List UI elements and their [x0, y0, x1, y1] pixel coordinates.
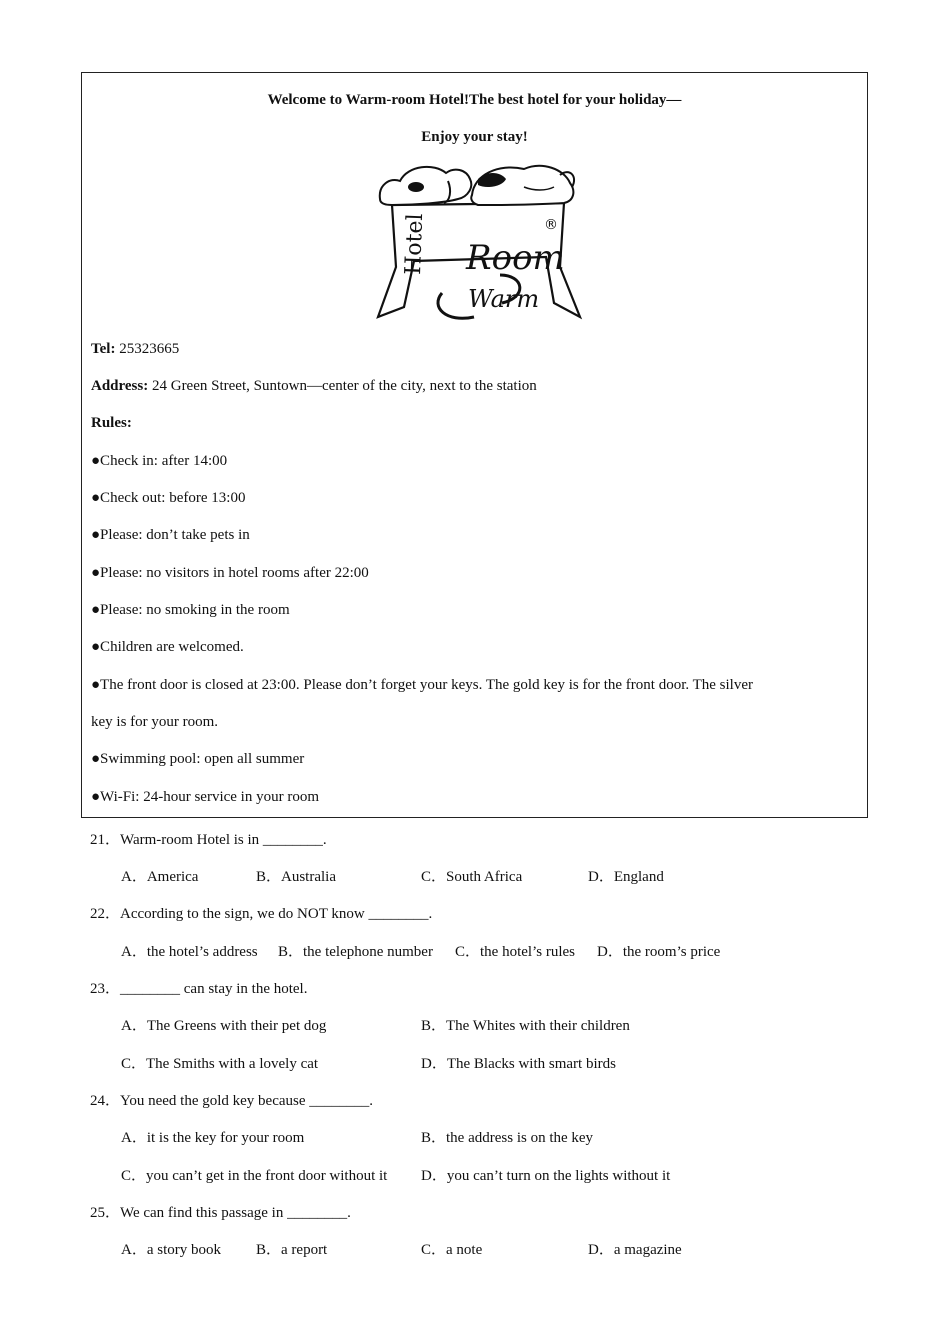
rule-item-continuation: key is for your room.: [91, 714, 219, 730]
question-22: 22．According to the sign, we do NOT know ________.: [90, 906, 433, 922]
rule-item: ●Check out: before 13:00: [91, 490, 246, 506]
q22-option-b[interactable]: B．the telephone number: [278, 944, 433, 960]
rule-item: ●The front door is closed at 23:00. Please don’t forget your keys. The gold key is for the front door. The silver: [91, 677, 753, 693]
q25-option-c[interactable]: C．a note: [421, 1242, 483, 1258]
q22-option-d[interactable]: D．the room’s price: [597, 944, 721, 960]
q25-option-b[interactable]: B．a report: [256, 1242, 328, 1258]
q25-option-a[interactable]: A．a story book: [121, 1242, 221, 1258]
tel-line: [91, 339, 179, 359]
q21-option-b[interactable]: B．Australia: [256, 869, 336, 885]
question-21: 21．Warm-room Hotel is in ________.: [90, 832, 327, 848]
logo-registered-mark: ®: [544, 217, 558, 233]
tel-value: 25323665: [119, 341, 180, 357]
question-24: 24．You need the gold key because ________.: [90, 1093, 374, 1109]
q21-option-c[interactable]: C．South Africa: [421, 869, 523, 885]
rule-item: ●Check in: after 14:00: [91, 453, 228, 469]
logo-text-room: Room: [466, 238, 565, 278]
tel-label: Tel:: [91, 341, 116, 357]
notice-subheading: Enjoy your stay!: [421, 129, 528, 145]
logo-text-warm: Warm: [468, 285, 540, 313]
question-23: 23．________ can stay in the hotel.: [90, 981, 308, 997]
q23-option-b[interactable]: B．The Whites with their children: [421, 1018, 630, 1034]
rule-item: ●Swimming pool: open all summer: [91, 751, 305, 767]
q23-option-c[interactable]: C．The Smiths with a lovely cat: [121, 1056, 319, 1072]
q24-option-b[interactable]: B．the address is on the key: [421, 1130, 594, 1146]
rule-item: ●Children are welcomed.: [91, 639, 244, 655]
q25-option-d[interactable]: D．a magazine: [588, 1242, 682, 1258]
q24-option-c[interactable]: C．you can’t get in the front door without it: [121, 1168, 388, 1184]
address-label: Address:: [91, 378, 149, 394]
q21-option-a[interactable]: A．America: [121, 869, 199, 885]
rule-item: ●Wi-Fi: 24-hour service in your room: [91, 789, 319, 805]
rule-item: ●Please: no visitors in hotel rooms after 22:00: [91, 565, 369, 581]
q21-option-d[interactable]: D．England: [588, 869, 664, 885]
address-line: [91, 376, 537, 396]
q23-option-d[interactable]: D．The Blacks with smart birds: [421, 1056, 616, 1072]
address-value: 24 Green Street, Suntown—center of the city, next to the station: [151, 378, 537, 394]
q23-option-a[interactable]: A．The Greens with their pet dog: [121, 1018, 327, 1034]
q22-option-c[interactable]: C．the hotel’s rules: [455, 944, 575, 960]
question-25: 25．We can find this passage in ________.: [90, 1205, 351, 1221]
q24-option-d[interactable]: D．you can’t turn on the lights without it: [421, 1168, 671, 1184]
q24-option-a[interactable]: A．it is the key for your room: [121, 1130, 305, 1146]
rule-item: ●Please: don’t take pets in: [91, 527, 250, 543]
hotel-warm-room-dog-logo-icon: [374, 157, 584, 325]
notice-heading: Welcome to Warm-room Hotel!The best hotel for your holiday—: [267, 92, 682, 108]
hotel-notice-box: [81, 72, 868, 818]
logo-text-hotel: Hotel: [401, 213, 429, 276]
q22-option-a[interactable]: A．the hotel’s address: [121, 944, 258, 960]
rules-label: Rules:: [91, 415, 132, 431]
rule-item: ●Please: no smoking in the room: [91, 602, 290, 618]
